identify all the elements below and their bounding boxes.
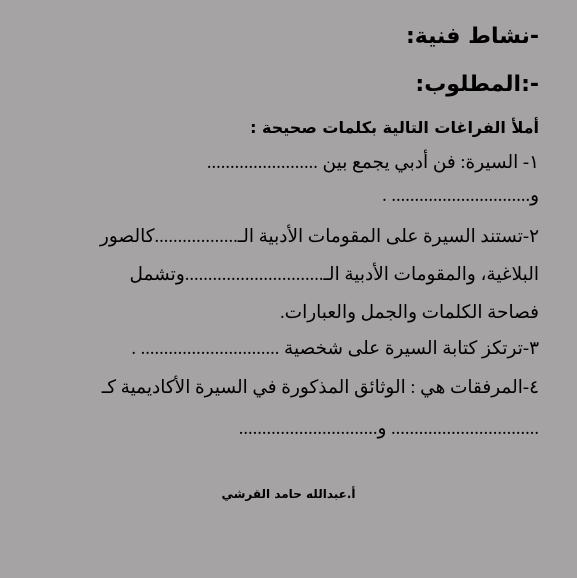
question-1-line-1: ١- السيرة: فن أدبي يجمع بين ........................ — [206, 153, 539, 173]
activity-heading: -نشاط فنية: — [405, 24, 539, 49]
instruction-text: أملأ الفراغات التالية بكلمات صحيحة : — [250, 118, 539, 137]
question-2-line-3: فصاحة الكلمات والجمل والعبارات. — [280, 303, 539, 323]
teacher-signature: أ.عبدالله حامد القرشي — [221, 487, 356, 501]
question-1-line-2: و.............................. . — [382, 186, 539, 206]
question-4-line-1: ٤-المرفقات هي : الوثائق المذكورة في السيرة الأكاديمية كـ — [101, 378, 539, 398]
question-2-line-1: ٢-تستند السيرة على المقومات الأدبية الـ..................كالصور — [99, 227, 539, 247]
required-heading: -:المطلوب: — [415, 72, 539, 97]
question-3-line-1: ٣-ترتكز كتابة السيرة على شخصية .............................. . — [131, 339, 539, 359]
question-4-line-2: ................................ و.............................. — [238, 419, 539, 439]
question-2-line-2: البلاغية، والمقومات الأدبية الـ..............................وتشمل — [129, 265, 539, 285]
